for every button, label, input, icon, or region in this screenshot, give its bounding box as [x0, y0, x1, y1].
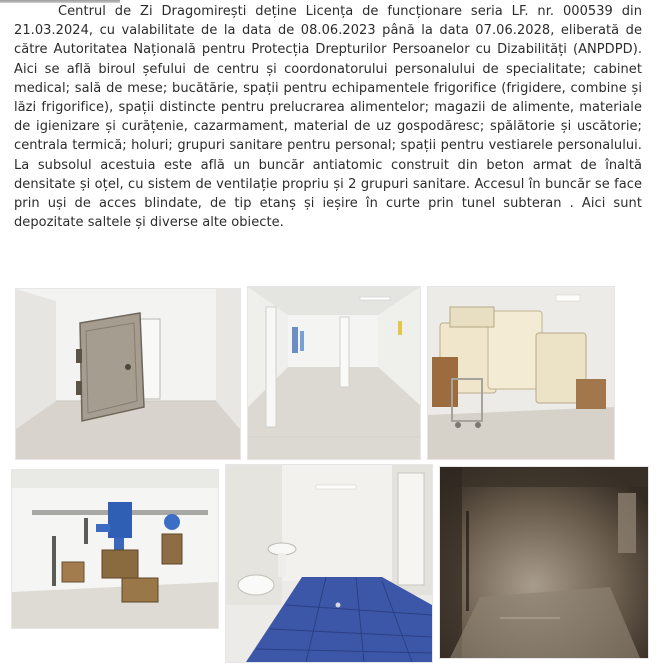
description-paragraph: Centrul de Zi Dragomirești deține Licența de funcționare seria LF. nr. 000539 din 21.03.2024, cu valabilitate de la data de 08.06.2023 până la data 07.06.2028, eliberată de către Autoritatea Națională pentru Protecția Drepturilor Persoanelor cu Dizabilități (ANPDPD). Aici se află biroul șefului de centru și coordonatorului personalului de specialitate; cabinet medical; sală de mese; bucătărie, spații pentru echipamentele frigorifice (frigidere, combine și lăzi frigorifice), spații distincte pentru prelucrarea alimentelor; magazii de alimente, materiale de igienizare și curățenie, cazarmament, material de uz gospodăresc; spălătorie și uscătorie; centrala termică; holuri; grupuri sanitare pentru personal; spații pentru vestiarele personalului. La subsolul acestuia este află un buncăr antiatomic construit din beton armat de înaltă densitate și oțel, cu sistem de ventilație propriu și 2 grupuri sanitare. Accesul în buncăr se face prin uși de acces blindate, de tip etanș și ieșire în curte prin tunel subteran . Aici sunt depozitate saltele și diverse alte obiecte. [14, 4, 642, 231]
photo-empty-hall [248, 287, 420, 459]
photo-ventilation-system [12, 470, 218, 628]
photo-sanitary-room [226, 465, 432, 662]
document-body [14, 2, 642, 232]
photo-blast-door [16, 289, 240, 459]
photo-storage-boxes [428, 287, 614, 459]
photo-dark-tunnel [440, 467, 648, 658]
